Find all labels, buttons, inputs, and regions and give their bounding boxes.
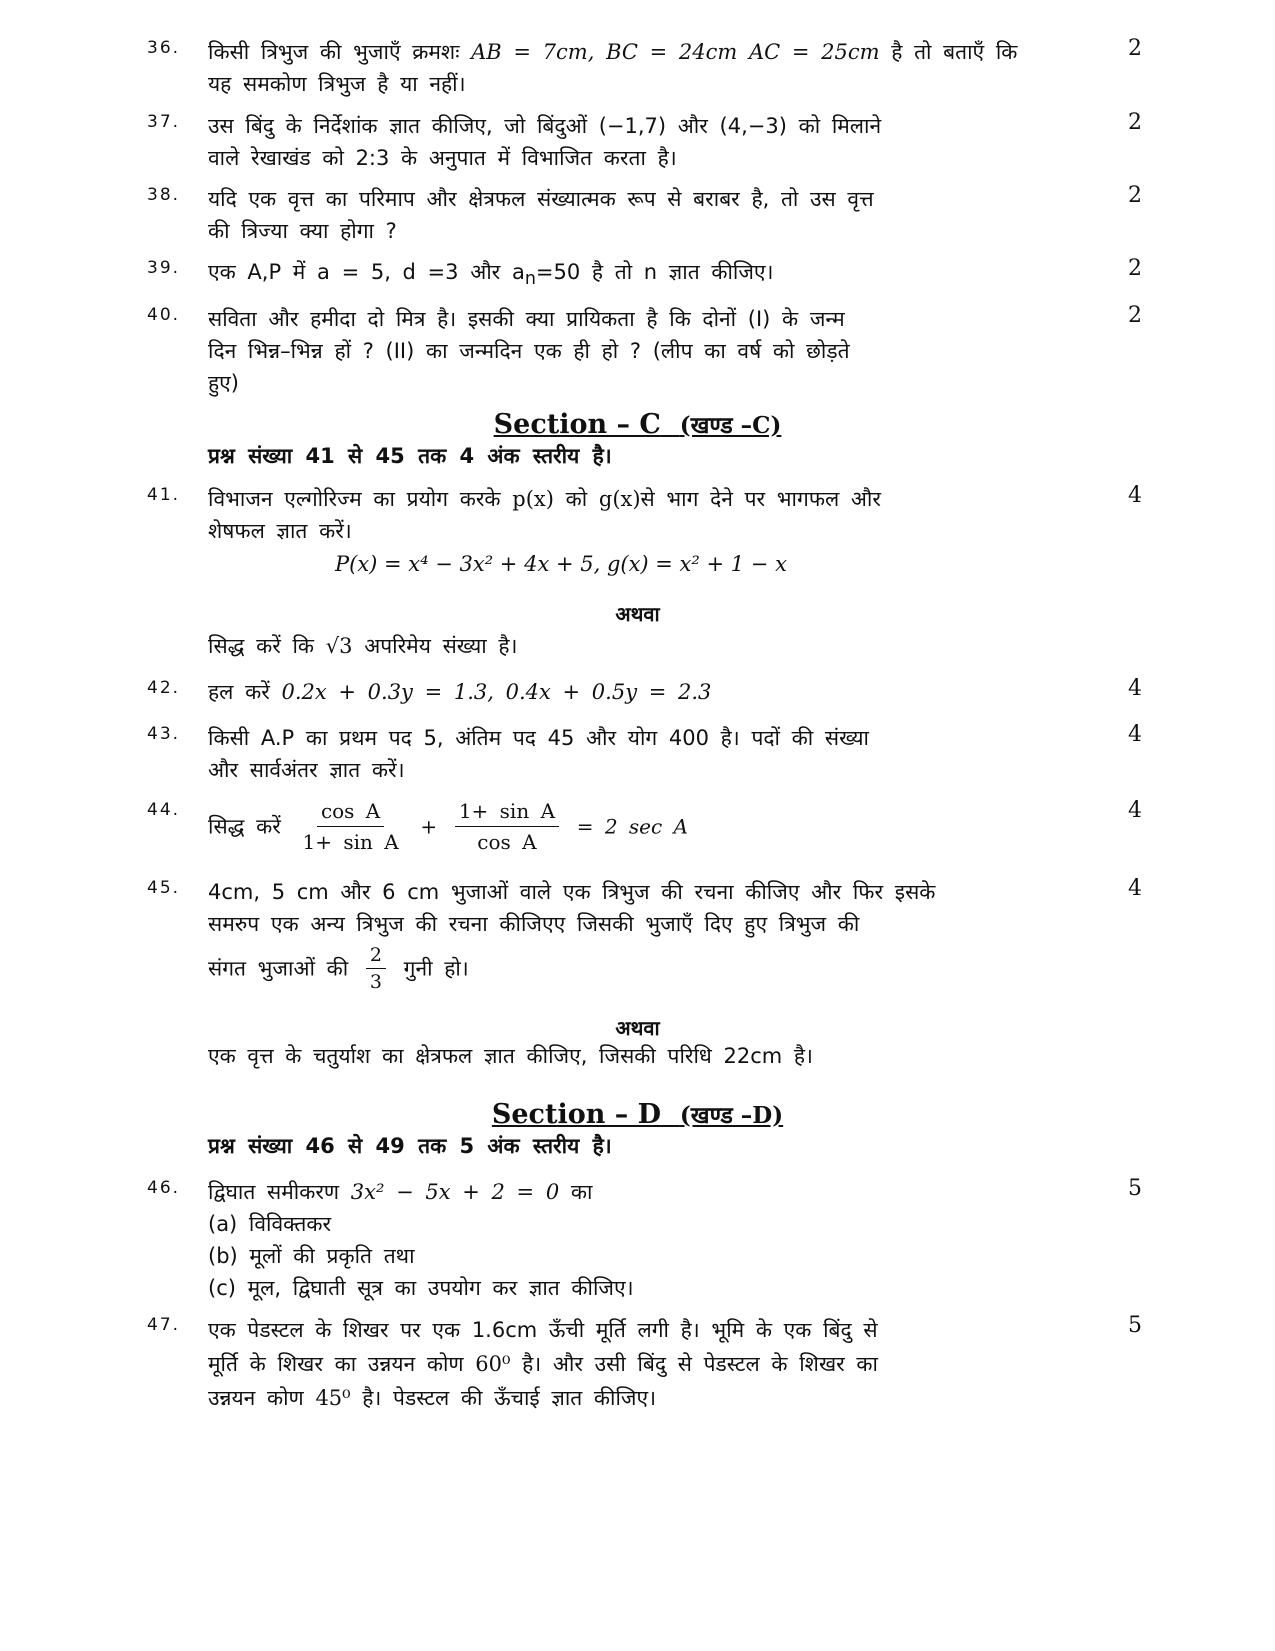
marks: 4 bbox=[1128, 483, 1142, 508]
math-expression: 0.2x + 0.3y = 1.3, 0.4x + 0.5y = 2.3 bbox=[281, 680, 712, 704]
question-text: यदि एक वृत्त का परिमाप और क्षेत्रफल संख्यात्मक रूप से बराबर है, तो उस वृत्त की त्रिज्या क्या होगा ? bbox=[208, 187, 874, 243]
question-number: 39. bbox=[147, 258, 181, 278]
question-text: किसी A.P का प्रथम पद 5, अंतिम पद 45 और योग 400 है। पदों की संख्या और सार्वअंतर ज्ञात करें। bbox=[208, 726, 869, 782]
or-label: अथवा bbox=[615, 602, 660, 626]
sub-item: (c) मूल, द्विघाती सूत्र का उपयोग कर ज्ञात कीजिए। bbox=[208, 1276, 634, 1300]
marks: 2 bbox=[1128, 110, 1142, 135]
question-text: 4cm, 5 cm और 6 cm भुजाओं वाले एक त्रिभुज की रचना कीजिए और फिर इसके समरुप एक अन्य त्रिभुज की रचना कीजिएए जिसकी भुजाएँ दिए हुए त्रिभुज की संगत भुजाओं की $\frac{2}{3}$ गुनी हो। bbox=[208, 880, 936, 993]
question-text: किसी त्रिभुज की भुजाएँ क्रमशः AB = 7cm, BC = 24cm AC = 25cm है तो बताएँ कि यह समकोण त्रिभुज है या नहीं। bbox=[208, 40, 1018, 96]
fraction: $\frac{\text{1+ sin A}}{\text{cos A}}$ bbox=[455, 798, 559, 855]
q41-alternative: सिद्ध करें कि √3 अपरिमेय संख्या है। bbox=[208, 634, 518, 658]
math-expression: 3x² − 5x + 2 = 0 bbox=[350, 1180, 560, 1204]
question-text: सिद्ध करें $\frac{\text{cos A}}{\text{1+ sin A}}$ + $\frac{\text{1+ sin A}}{\text{cos A}}$ = 2 sec A bbox=[208, 799, 689, 854]
marks: 2 bbox=[1128, 256, 1142, 281]
marks: 2 bbox=[1128, 303, 1142, 328]
marks: 5 bbox=[1128, 1176, 1142, 1201]
marks: 4 bbox=[1128, 676, 1142, 701]
fraction: $\frac{\text{cos A}}{\text{1+ sin A}}$ bbox=[302, 799, 399, 854]
question-text: हल करें 0.2x + 0.3y = 1.3, 0.4x + 0.5y = 2.3 bbox=[208, 680, 712, 704]
q41-formula: P(x) = x⁴ − 3x² + 4x + 5, g(x) = x² + 1 − x bbox=[335, 552, 787, 576]
question-text: उस बिंदु के निर्देशांक ज्ञात कीजिए, जो बिंदुओं (−1,7) और (4,−3) को मिलाने वाले रेखाखंड को 2:3 के अनुपात में विभाजित करता है। bbox=[208, 114, 882, 170]
question-text: एक A,P में a = 5, d =3 और $a_n=50$ है तो n ज्ञात कीजिए। bbox=[208, 260, 774, 290]
question-number: 41. bbox=[147, 485, 181, 505]
marks: 4 bbox=[1128, 722, 1142, 747]
q45-alternative: एक वृत्त के चतुर्याश का क्षेत्रफल ज्ञात कीजिए, जिसकी परिधि 22cm है। bbox=[208, 1044, 814, 1068]
section-c-subtitle: प्रश्न संख्या 41 से 45 तक 4 अंक स्तरीय है। bbox=[208, 444, 612, 468]
question-text: सविता और हमीदा दो मित्र है। इसकी क्या प्रायिकता है कि दोनों (I) के जन्म दिन भिन्न–भिन्न हों ? (II) का जन्मदिन एक ही हो ? (लीप का वर्ष को छोड़ते हुए) bbox=[208, 307, 850, 395]
marks: 2 bbox=[1128, 183, 1142, 208]
question-number: 44. bbox=[147, 800, 181, 820]
question-number: 38. bbox=[147, 185, 181, 205]
question-text: द्विघात समीकरण 3x² − 5x + 2 = 0 का (a) विविक्तकर (b) मूलों की प्रकृति तथा (c) मूल, द्विघाती सूत्र का उपयोग कर ज्ञात कीजिए। bbox=[208, 1176, 1084, 1304]
fraction: $\frac{2}{3}$ bbox=[366, 944, 386, 993]
section-d-title: Section – D (खण्ड –D) bbox=[491, 1099, 784, 1130]
question-text: विभाजन एल्गोरिज्म का प्रयोग करके p(x) को g(x)से भाग देने पर भागफल और शेषफल ज्ञात करें। bbox=[208, 487, 881, 543]
section-c-title: Section – C (खण्ड –C) bbox=[493, 409, 782, 440]
marks: 4 bbox=[1128, 876, 1142, 901]
question-number: 37. bbox=[147, 112, 181, 132]
question-number: 36. bbox=[147, 38, 181, 58]
math-expression: AB = 7cm, BC = 24cm AC = 25cm bbox=[471, 40, 880, 64]
sub-item: (b) मूलों की प्रकृति तथा bbox=[208, 1244, 415, 1268]
marks: 2 bbox=[1128, 36, 1142, 61]
question-number: 46. bbox=[147, 1178, 181, 1198]
marks: 5 bbox=[1128, 1313, 1142, 1338]
question-number: 43. bbox=[147, 724, 181, 744]
sub-item: (a) विविक्तकर bbox=[208, 1212, 332, 1236]
question-number: 40. bbox=[147, 305, 181, 325]
question-number: 42. bbox=[147, 678, 181, 698]
question-text: एक पेडस्टल के शिखर पर एक 1.6cm ऊँची मूर्ति लगी है। भूमि के एक बिंदु से मूर्ति के शिखर का उन्नयन कोण 60⁰ है। और उसी बिंदु से पेडस्टल के शिखर का उन्नयन कोण 45⁰ है। पेडस्टल की ऊँचाई ज्ञात कीजिए। bbox=[208, 1318, 878, 1410]
marks: 4 bbox=[1128, 798, 1142, 823]
section-d-subtitle: प्रश्न संख्या 46 से 49 तक 5 अंक स्तरीय है। bbox=[208, 1134, 612, 1158]
or-label: अथवा bbox=[615, 1016, 660, 1040]
question-number: 47. bbox=[147, 1315, 181, 1335]
question-number: 45. bbox=[147, 878, 181, 898]
